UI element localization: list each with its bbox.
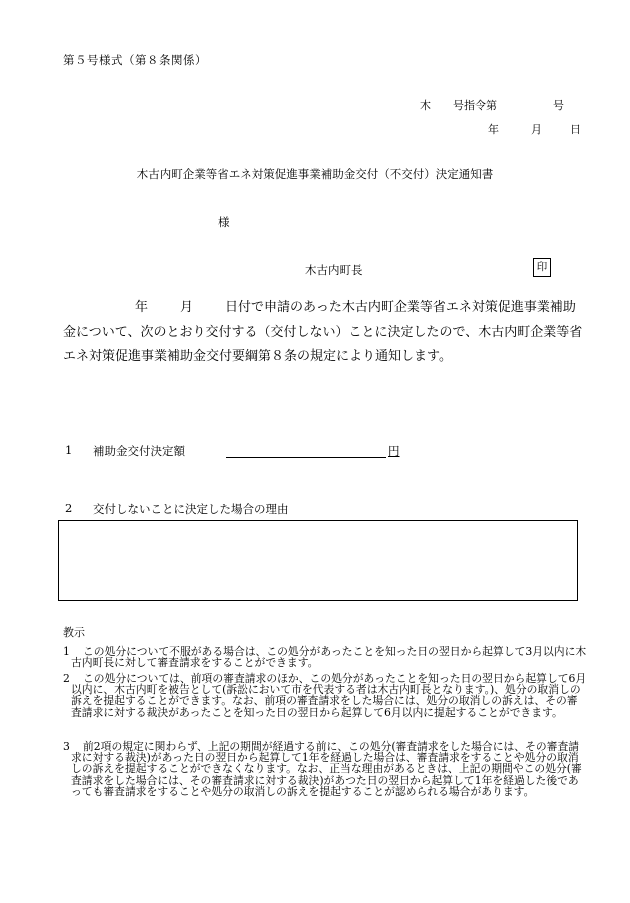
item-2-label: 交付しないことに決定した場合の理由 [93,502,289,516]
issuer-name: 木古内町長 [305,263,363,277]
notice-entry [63,741,587,797]
notice-number: 1 [63,645,70,658]
date-year: 年 [488,123,499,136]
notice-entry [63,673,587,718]
seal-mark: 印 [533,258,551,277]
issue-date [488,121,581,137]
body-text: 日付で申請のあった木古内町企業等省エネ対策促進事業補助金について、次のとおり交付する（交付しない）ことに決定したので、木古内町企業等省エネ対策促進事業補助金交付要綱第８条の規定により通知します。 [63,300,583,364]
reference-number [420,97,564,113]
notice-number: 2 [63,672,70,685]
form-label: 第５号様式（第８条関係） [63,53,207,67]
amount-field[interactable] [226,457,386,458]
addressee: 様 [218,215,230,229]
item-1-label: 補助金交付決定額 [93,444,185,458]
notice-text: 前2項の規定に関わらず、上記の期間が経過する前に、この処分(審査請求をした場合には、その審査請求に対する裁決)があった日の翌日から起算して1年を経過した場合は、審査請求をすることや処分の取消しの訴えを提起することができなくなります。なお、正当な理由があるときは、上記の期間やこの処分(審査請求をした場合には、その審査請求に対する裁決)があつた日の翌日から起算して1年を経過した後であっても審査請求をすることや処分の取消しの訴えを提起することが認められる場合があります。 [71,740,582,798]
ref-middle: 号指令第 [453,99,497,112]
body-year: 年 [135,300,149,315]
notice-heading: 教示 [63,626,85,639]
ref-prefix: 木 [420,99,431,112]
notice-entry [63,646,587,668]
notification-body [63,296,585,370]
date-month: 月 [531,123,542,136]
item-1-number: 1 [65,443,73,457]
notice-text: この処分について不服がある場合は、この処分があったことを知った日の翌日から起算して3月以内に木古内町長に対して審査請求をすることができます。 [71,645,587,670]
document-title: 木古内町企業等省エネ対策促進事業補助金交付（不交付）決定通知書 [136,167,494,181]
date-day: 日 [570,123,581,136]
body-month: 月 [180,300,194,315]
notice-number: 3 [63,740,70,753]
notice-text: この処分については、前項の審査請求のほか、この処分があったことを知った日の翌日から起算して6月以内に、木古内町を被告として(訴訟において市を代表する者は木古内町長となります。)、処分の取消しの訴えを提起することができます。なお、前項の審査請求をした場合には、処分の取消しの訴えは、その審査請求に対する裁決があったことを知った日の翌日から起算して6月以内に提起することができます。 [71,672,587,719]
item-2-number: 2 [65,501,73,515]
yen-unit: 円 [388,444,400,458]
reason-box[interactable] [58,520,578,601]
ref-suffix: 号 [553,99,564,112]
